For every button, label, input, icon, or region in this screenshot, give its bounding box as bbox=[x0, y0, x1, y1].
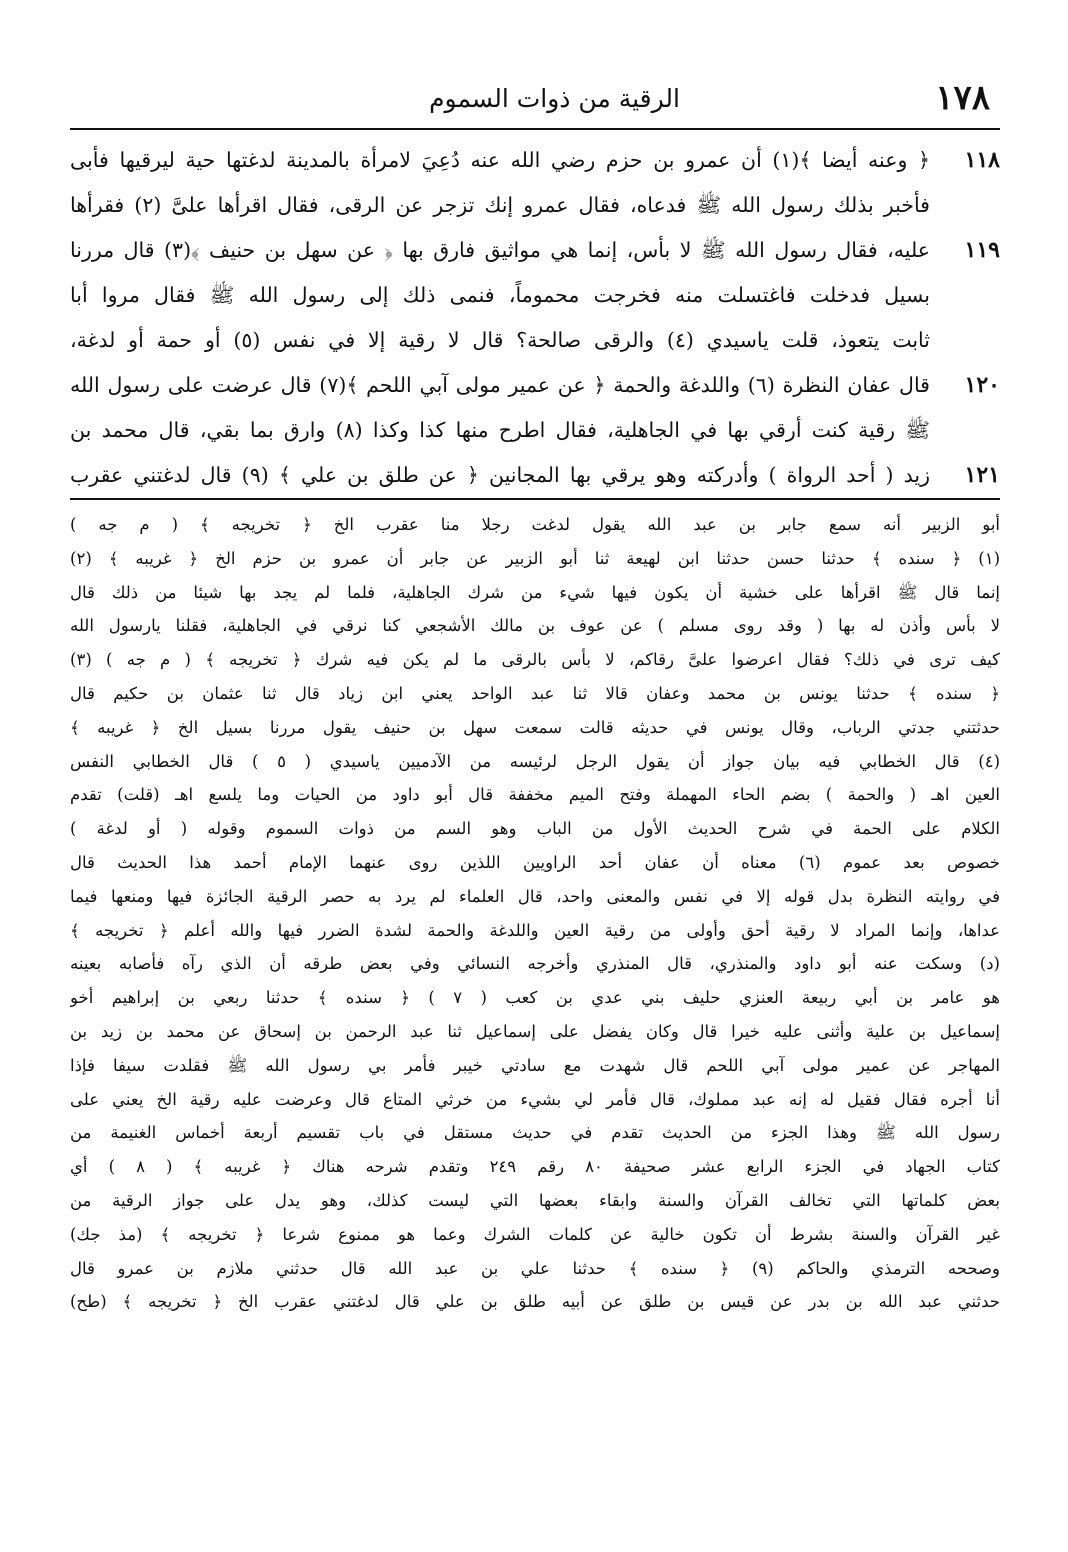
main-text-line bbox=[70, 183, 1000, 228]
hadith-number: ١١٩ bbox=[964, 237, 1000, 263]
main-text bbox=[70, 138, 1000, 498]
footnote-divider bbox=[70, 498, 1000, 500]
footnote-line: ﴿ سنده ﴾ حدثنا يونس بن محمد وعفان قالا ثنا عبد الواحد يعني ابن زياد قال ثنا عثمان بن حكيم قال bbox=[70, 683, 1000, 703]
footnote-line: (د) وسكت عنه أبو داود والمنذري، قال المنذري وأخرجه النسائي وفي بعض طرقه أن الذي رآه فأصابه بعينه bbox=[70, 954, 1000, 974]
main-text-content: ﴿ وعنه أيضا ﴾(١) أن عمرو بن حزم رضي الله عنه دُعِيَ لامرأة بالمدينة لدغتها حية ليرقيها فأبى bbox=[70, 148, 930, 172]
footnote-line: كيف ترى في ذلك؟ فقال اعرضوا علىَّ رقاكم، لا بأس بالرقى ما لم يكن فيه شرك ﴿ تخريجه ﴾ ( م جه ) (٣) bbox=[70, 650, 1000, 670]
main-text-line bbox=[70, 453, 1000, 498]
main-text-line bbox=[70, 318, 1000, 363]
main-text-line bbox=[70, 273, 1000, 318]
main-text-content: قال عفان النظرة (٦) واللدغة والحمة ﴿ عن عمير مولى آبي اللحم ﴾(٧) قال عرضت على رسول الله bbox=[70, 373, 930, 397]
hadith-number: ١١٨ bbox=[964, 147, 1000, 173]
footnotes bbox=[70, 508, 1000, 1319]
footnote-line: إنما قال ﷺ اقرأها على خشية أن يكون فيها شيء من شرك الجاهلية، فلما لم يجد بها شيئا من ذلك قال bbox=[70, 582, 1000, 602]
main-text-content: زيد ( أحد الرواة ) وأدركته وهو يرقي بها المجانين ﴿ عن طلق بن علي ﴾ (٩) قال لدغتني عقرب bbox=[70, 463, 931, 487]
header-divider bbox=[70, 128, 1000, 130]
main-text-content: عليه، فقال رسول الله ﷺ لا بأس، إنما هي مواثيق فارق بها ﴿ عن سهل بن حنيف ﴾(٣) قال مررنا bbox=[70, 238, 930, 262]
hadith-number: ١٢١ bbox=[964, 462, 1000, 488]
page-number: ١٧٨ bbox=[935, 78, 990, 118]
footnote-line: وصححه الترمذي والحاكم (٩) ﴿ سنده ﴾ حدثنا علي بن عبد الله قال حدثني ملازم بن عمرو قال bbox=[70, 1258, 1000, 1278]
footnote-line: أنا أجره فقال فقيل له إنه عبد مملوك، قال فأمر لي بشيء من خرثي المتاع قال وعرضت عليه رقية الخ يعني على bbox=[70, 1089, 1000, 1109]
footnote-line: عداها، وإنما المراد لا رقية أحق وأولى من رقية العين واللدغة والحمة لشدة الضرر فيها والله أعلم ﴿ تخريجه ﴾ bbox=[70, 920, 1000, 940]
main-text-content: بسيل فدخلت فاغتسلت منه فخرجت محموماً، فنمى ذلك إلى رسول الله ﷺ فقال مروا أبا bbox=[70, 283, 930, 307]
footnote-line: كتاب الجهاد في الجزء الرابع عشر صحيفة ٨٠ رقم ٢٤٩ وتقدم شرحه هناك ﴿ غريبه ﴾ ( ٨ ) أي bbox=[70, 1157, 1000, 1177]
footnote-line: حدثتني جدتي الرباب، وقال يونس في حديثه قالت سمعت سهل بن حنيف يقول مررنا بسيل الخ ﴿ غريبه ﴾ bbox=[70, 717, 1000, 737]
main-text-line bbox=[70, 363, 1000, 408]
footnote-line: هو عامر بن أبي ربيعة العنزي حليف بني عدي بن كعب ( ٧ ) ﴿ سنده ﴾ حدثنا ربعي بن إبراهيم أخو bbox=[70, 988, 1000, 1008]
footnote-line: (١) ﴿ سنده ﴾ حدثنا حسن حدثنا ابن لهيعة ثنا أبو الزبير عن جابر أن عمرو بن حزم الخ ﴿ غريبه ﴾ (٢) bbox=[70, 548, 1000, 568]
main-text-line bbox=[70, 228, 1000, 273]
main-text-line bbox=[70, 408, 1000, 453]
page-header bbox=[70, 78, 1000, 118]
footnote-line: إسماعيل بن علية وأثنى عليه خيرا قال وكان يفضل على إسماعيل ثنا عبد الرحمن بن إسحاق عن محمد بن زيد بن bbox=[70, 1021, 1000, 1041]
main-text-content: ثابت يتعوذ، قلت ياسيدي (٤) والرقى صالحة؟ قال لا رقية إلا في نفس (٥) أو حمة أو لدغة، bbox=[70, 328, 930, 352]
main-text-line bbox=[70, 138, 1000, 183]
main-text-content: فأخبر بذلك رسول الله ﷺ فدعاه، فقال عمرو إنك تزجر عن الرقى، فقال اقرأها علىَّ (٢) فقرأها bbox=[70, 193, 930, 217]
footnote-line: بعض كلماتها التي تخالف القرآن والسنة وابقاء بعضها التي ليست كذلك، وهو يدل على جواز الرقية من bbox=[70, 1190, 1000, 1210]
footnote-line: الكلام على الحمة في شرح الحديث الأول من الباب وهو السم من ذوات السموم وقوله ( أو لدغة ) bbox=[70, 819, 1000, 839]
hadith-number: ١٢٠ bbox=[964, 372, 1000, 398]
footnote-line: خصوص بعد عموم (٦) معناه أن عفان أحد الراويين اللذين روى عنهما الإمام أحمد هذا الحديث قال bbox=[70, 852, 1000, 872]
footnote-line: لا بأس وأذن له بها ( وقد روى مسلم ) عن عوف بن مالك الأشجعي كنا نرقي في الجاهلية، فقلنا يارسول الله bbox=[70, 616, 1000, 636]
footnote-line: غير القرآن والسنة بشرط أن تكون خالية عن كلمات الشرك وعما هو ممنوع شرعا ﴿ تخريجه ﴾ (مذ جك) bbox=[70, 1224, 1000, 1244]
footnote-line: رسول الله ﷺ وهذا الجزء من الحديث تقدم في حديث مستقل في باب تقسيم أربعة أخماس الغنيمة من bbox=[70, 1123, 1000, 1143]
main-text-content: ﷺ رقية كنت أرقي بها في الجاهلية، فقال اطرح منها كذا وكذا (٨) وارق بما بقي، قال محمد بن bbox=[70, 418, 930, 442]
footnote-line: العين اهـ ( والحمة ) بضم الحاء المهملة وفتح الميم مخففة قال أبو داود من الحيات وما يلسع اهـ (قلت) تقدم bbox=[70, 785, 1000, 805]
footnote-line: (٤) قال الخطابي فيه بيان جواز أن يقول الرجل لرئيسه من الآدميين ياسيدي ( ٥ ) قال الخطابي النفس bbox=[70, 751, 1000, 771]
footnote-line: حدثني عبد الله بن بدر عن قيس بن طلق عن أبيه طلق بن علي قال لدغتني عقرب الخ ﴿ تخريجه ﴾ (طح) bbox=[70, 1292, 1000, 1312]
footnote-line: أبو الزبير أنه سمع جابر بن عبد الله يقول لدغت رجلا منا عقرب الخ ﴿ تخريجه ﴾ ( م جه ) bbox=[70, 515, 1000, 534]
running-title: الرقية من ذوات السموم bbox=[429, 84, 680, 113]
footnote-line: المهاجر عن عمير مولى آبي اللحم قال شهدت مع سادتي خيبر فأمر بي رسول الله ﷺ فقلدت سيفا فإذا bbox=[70, 1055, 1000, 1075]
footnote-line: في روايته النظرة بدل قوله إلا في نفس والمعنى واحد، قال العلماء لم يرد به حصر الرقية الجائزة فيها ومنعها فيما bbox=[70, 886, 1000, 906]
